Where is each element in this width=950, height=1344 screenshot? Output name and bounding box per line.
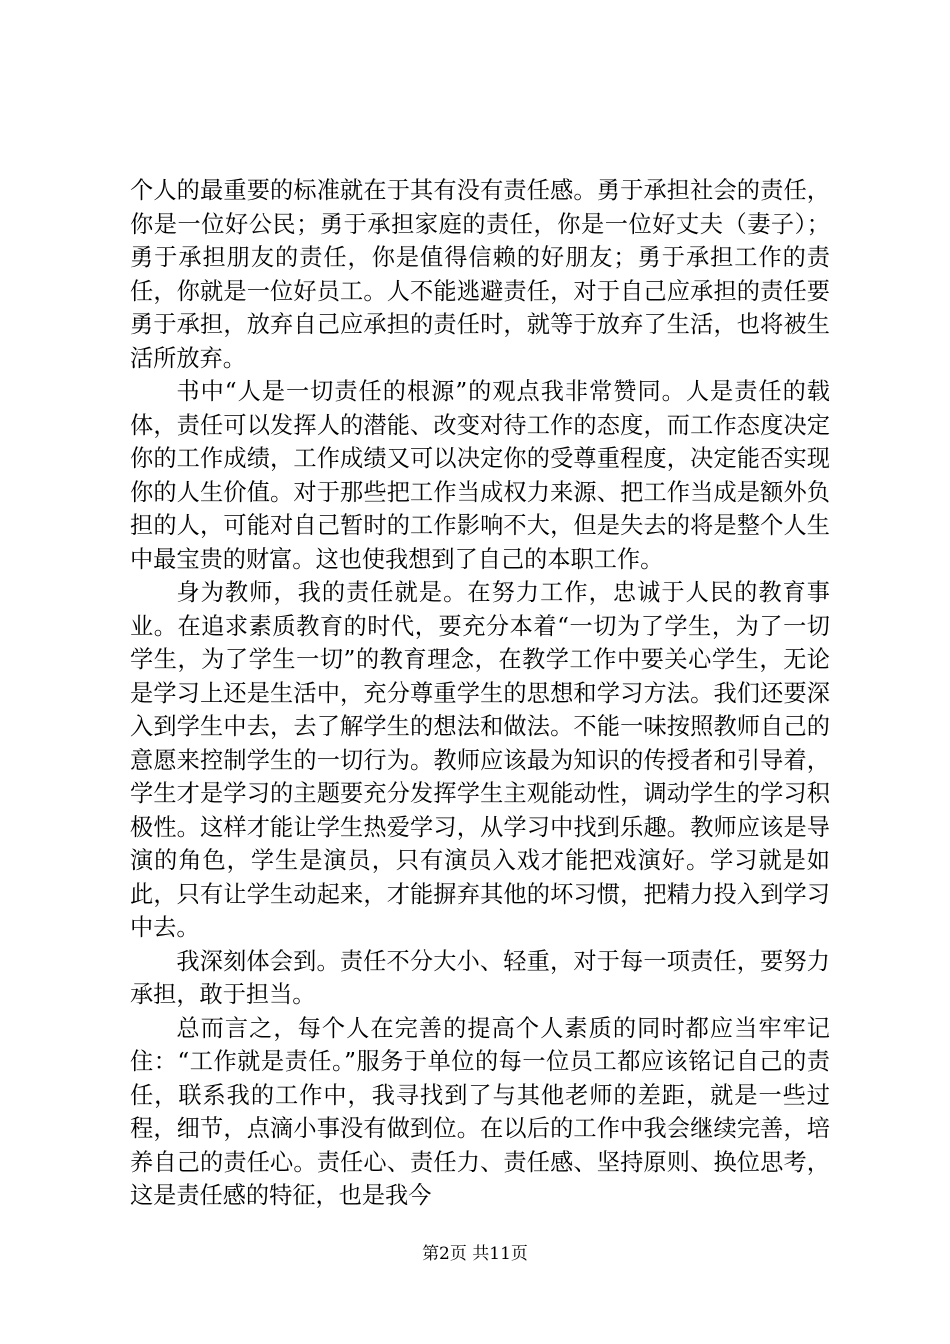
paragraph-1: 个人的最重要的标准就在于其有没有责任感。勇于承担社会的责任，你是一位好公民；勇于承担家庭的责任，你是一位好丈夫（妻子）；勇于承担朋友的责任，你是值得信赖的好朋友；勇于承担工作的责任，你就是一位好员工。人不能逃避责任，对于自己应承担的责任要勇于承担，放弃自己应承担的责任时，就等于放弃了生活，也将被生活所放弃。	[130, 177, 830, 372]
paragraph-4: 我深刻体会到。责任不分大小、轻重，对于每一项责任，要努力承担，敢于担当。	[130, 947, 830, 1008]
document-body	[130, 174, 830, 1213]
paragraph-3: 身为教师，我的责任就是。在努力工作，忠诚于人民的教育事业。在追求素质教育的时代，要充分本着“一切为了学生，为了一切学生，为了学生一切”的教育理念，在教学工作中要关心学生，无论是学习上还是生活中，充分尊重学生的思想和学习方法。我们还要深入到学生中去，去了解学生的想法和做法。不能一味按照教师自己的意愿来控制学生的一切行为。教师应该最为知识的传授者和引导着，学生才是学习的主题要充分发挥学生主观能动性，调动学生的学习积极性。这样才能让学生热爱学习，从学习中找到乐趣。教师应该是导演的角色，学生是演员，只有演员入戏才能把戏演好。学习就是如此，只有让学生动起来，才能摒弃其他的坏习惯，把精力投入到学习中去。	[130, 579, 830, 941]
page-footer: 第2页 共11页	[422, 1244, 528, 1264]
paragraph-2: 书中“人是一切责任的根源”的观点我非常赞同。人是责任的载体，责任可以发挥人的潜能、改变对待工作的态度，而工作态度决定你的工作成绩，工作成绩又可以决定你的受尊重程度，决定能否实现你的人生价值。对于那些把工作当成权力来源、把工作当成是额外负担的人，可能对自己暂时的工作影响不大，但是失去的将是整个人生中最宝贵的财富。这也使我想到了自己的本职工作。	[130, 378, 830, 573]
paragraph-5: 总而言之，每个人在完善的提高个人素质的同时都应当牢牢记住：“工作就是责任。”服务于单位的每一位员工都应该铭记自己的责任，联系我的工作中，我寻找到了与其他老师的差距，就是一些过程，细节，点滴小事没有做到位。在以后的工作中我会继续完善，培养自己的责任心。责任心、责任力、责任感、坚持原则、换位思考，这是责任感的特征，也是我今	[130, 1014, 830, 1209]
